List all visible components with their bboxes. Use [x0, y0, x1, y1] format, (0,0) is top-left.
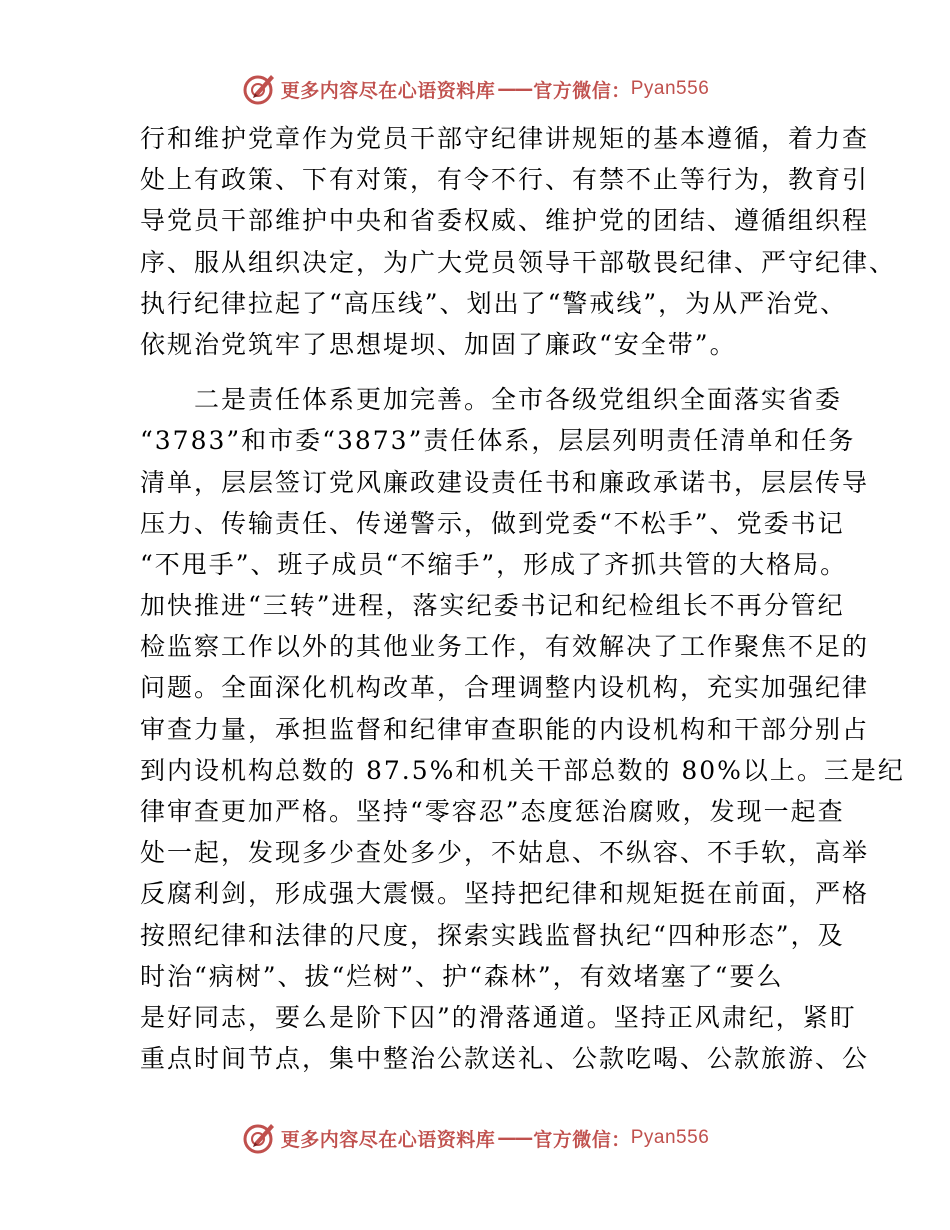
text-line: 反腐利剑，形成强大震慑。坚持把纪律和规矩挺在前面，严格 [140, 879, 870, 909]
header-banner [0, 69, 950, 109]
text-line: 序、服从组织决定，为广大党员领导干部敬畏纪律、严守纪律、 [140, 247, 897, 277]
text-line: 处一起，发现多少查处多少，不姑息、不纵容、不手软，高举 [140, 838, 870, 868]
text-line: 检监察工作以外的其他业务工作，有效解决了工作聚焦不足的 [140, 632, 870, 662]
text-line: 时治“病树”、拔“烂树”、护“森林”，有效堵塞了“要么 [140, 961, 784, 991]
text-line: 导党员干部维护中央和省委权威、维护党的团结、遵循组织程 [140, 206, 870, 236]
text-line: 处上有政策、下有对策，有令不行、有禁不止等行为，教育引 [140, 165, 870, 195]
banner-text: 更多内容尽在心语资料库 [280, 1128, 496, 1151]
text-line: “3783”和市委“3873”责任体系，层层列明责任清单和任务 [140, 426, 856, 456]
banner-dash: —— [497, 78, 532, 100]
text-line: 审查力量，承担监督和纪律审查职能的内设机构和干部分别占 [140, 714, 870, 744]
text-line: 依规治党筑牢了思想堤坝、加固了廉政“安全带”。 [140, 329, 737, 359]
text-line: 是好同志，要么是阶下囚”的滑落通道。坚持正风肃纪，紧盯 [140, 1002, 857, 1032]
pen-logo-icon [241, 1120, 277, 1156]
paragraph-1 [140, 118, 897, 365]
banner-wechat-label: 官方微信： [533, 1128, 631, 1151]
banner-wechat-label: 官方微信： [533, 79, 631, 102]
text-line: 律审查更加严格。坚持“零容忍”态度惩治腐败，发现一起查 [140, 797, 845, 826]
text-line: 压力、传输责任、传递警示，做到党委“不松手”、党委书记 [140, 508, 845, 538]
text-line: 二是责任体系更加完善。全市各级党组织全面落实省委 [140, 385, 843, 415]
banner-wechat-id: Pyan556 [630, 1127, 710, 1148]
text-line: 加快推进“三转”进程，落实纪委书记和纪检组长不再分管纪 [140, 591, 845, 621]
text-line: 行和维护党章作为党员干部守纪律讲规矩的基本遵循，着力查 [140, 124, 870, 153]
banner-wechat-id: Pyan556 [630, 78, 710, 99]
text-line: 清单，层层签订党风廉政建设责任书和廉政承诺书，层层传导 [140, 467, 870, 497]
banner-dash: —— [497, 1127, 532, 1149]
paragraph-2 [140, 379, 905, 1079]
text-line: 按照纪律和法律的尺度，探索实践监督执纪“四种形态”，及 [140, 920, 845, 950]
body-text [140, 118, 905, 1079]
text-line: 执行纪律拉起了“高压线”、划出了“警戒线”，为从严治党、 [140, 288, 848, 318]
pen-logo-icon [241, 71, 277, 107]
text-line: “不甩手”、班子成员“不缩手”，形成了齐抓共管的大格局。 [140, 549, 848, 579]
text-line: 到内设机构总数的 87.5%和机关干部总数的 80%以上。三是纪 [140, 755, 905, 785]
banner-text: 更多内容尽在心语资料库 [280, 79, 496, 102]
text-line: 问题。全面深化机构改革，合理调整内设机构，充实加强纪律 [140, 673, 870, 703]
text-line: 重点时间节点，集中整治公款送礼、公款吃喝、公款旅游、公 [140, 1044, 870, 1074]
footer-banner [0, 1118, 950, 1158]
